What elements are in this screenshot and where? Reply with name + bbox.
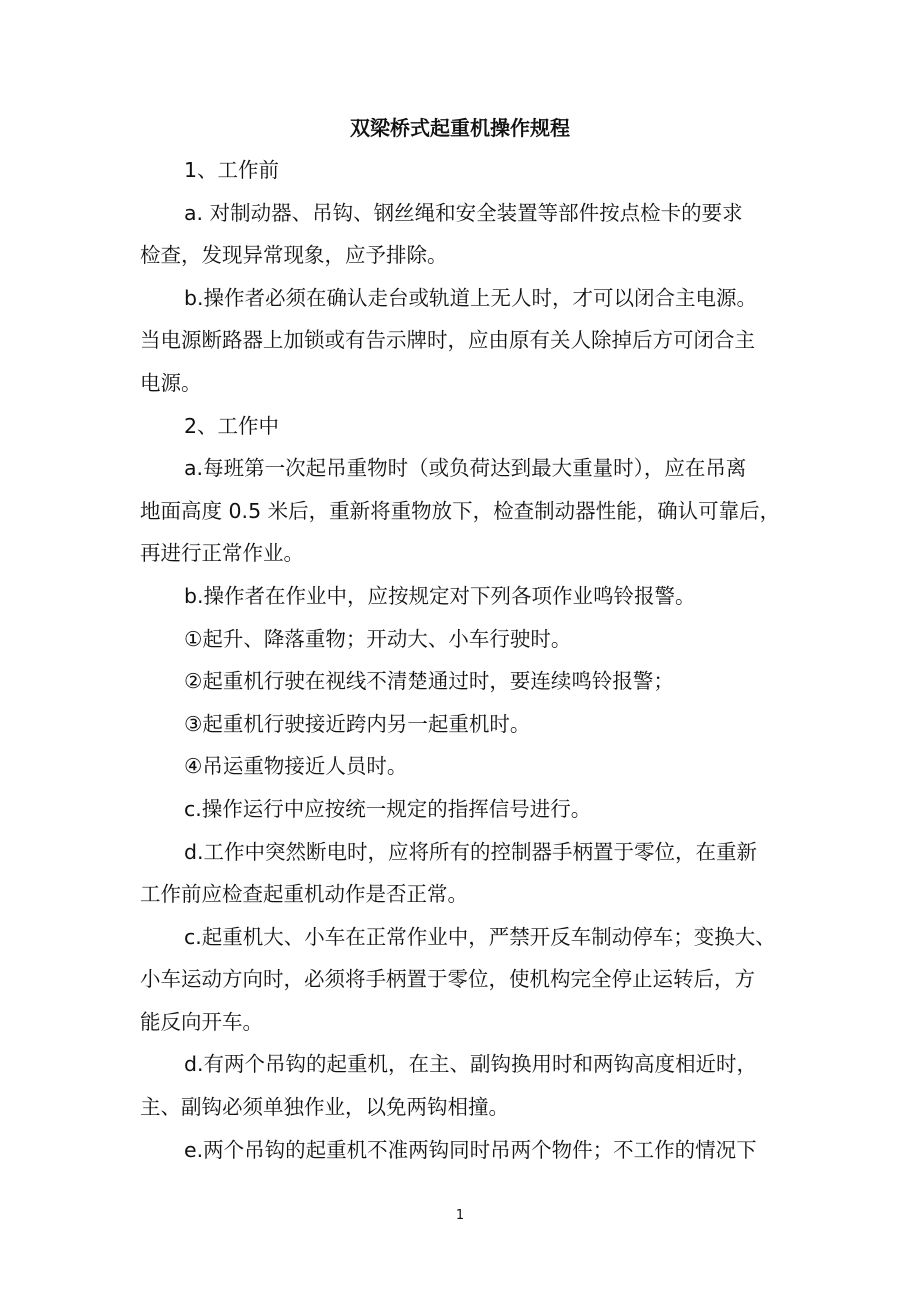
paragraph-line: c.操作运行中应按统一规定的指挥信号进行。 <box>184 796 592 821</box>
paragraph-line: a.每班第一次起吊重物时（或负荷达到最大重量时），应在吊离 <box>184 456 747 481</box>
paragraph-line: e.两个吊钩的起重机不准两钩同时吊两个物件；不工作的情况下 <box>184 1137 757 1162</box>
paragraph-line: ①起升、降落重物；开动大、小车行驶时。 <box>184 626 572 651</box>
paragraph-line: ②起重机行驶在视线不清楚通过时，要连续鸣铃报警； <box>184 669 674 694</box>
paragraph-line: 工作前应检查起重机动作是否正常。 <box>140 882 468 907</box>
document-body <box>140 149 820 1171</box>
paragraph-line: a. 对制动器、吊钩、钢丝绳和安全装置等部件按点检卡的要求 <box>184 200 743 225</box>
paragraph <box>140 831 820 916</box>
paragraph <box>140 703 820 746</box>
paragraph <box>140 916 820 1044</box>
paragraph-line: 能反向开车。 <box>140 1009 263 1034</box>
paragraph <box>140 788 820 831</box>
paragraph <box>140 1043 820 1128</box>
paragraph-line: d.有两个吊钩的起重机，在主、副钩换用时和两钩高度相近时， <box>184 1052 758 1077</box>
paragraph-line: 主、副钩必须单独作业，以免两钩相撞。 <box>140 1095 509 1120</box>
paragraph <box>140 277 820 405</box>
paragraph-line: b.操作者必须在确认走台或轨道上无人时，才可以闭合主电源。 <box>184 285 758 310</box>
paragraph-line: 检查，发现异常现象，应予排除。 <box>140 243 448 268</box>
paragraph-line: 电源。 <box>140 370 202 395</box>
paragraph <box>140 149 820 192</box>
page-number: 1 <box>455 1208 465 1223</box>
paragraph <box>140 618 820 661</box>
paragraph-line: c.起重机大、小车在正常作业中，严禁开反车制动停车；变换大、 <box>184 924 776 949</box>
paragraph-line: d.工作中突然断电时，应将所有的控制器手柄置于零位，在重新 <box>184 839 758 864</box>
paragraph-line: 1、工作前 <box>184 158 280 182</box>
paragraph-line: 再进行正常作业。 <box>140 541 304 566</box>
paragraph <box>140 405 820 448</box>
paragraph-line: 地面高度 0.5 米后，重新将重物放下，检查制动器性能，确认可靠后， <box>140 498 781 523</box>
paragraph-line: 小车运动方向时，必须将手柄置于零位，使机构完全停止运转后，方 <box>140 967 755 992</box>
paragraph <box>140 1129 820 1172</box>
document-title: 双梁桥式起重机操作规程 <box>350 116 570 140</box>
paragraph <box>140 192 820 277</box>
paragraph-line: 2、工作中 <box>184 413 280 438</box>
paragraph <box>140 575 820 618</box>
paragraph <box>140 745 820 788</box>
paragraph-line: ③起重机行驶接近跨内另一起重机时。 <box>184 711 531 736</box>
paragraph <box>140 447 820 575</box>
paragraph-line: 当电源断路器上加锁或有告示牌时，应由原有关人除掉后方可闭合主 <box>140 328 755 353</box>
paragraph-line: ④吊运重物接近人员时。 <box>184 754 408 779</box>
paragraph <box>140 660 820 703</box>
paragraph-line: b.操作者在作业中，应按规定对下列各项作业鸣铃报警。 <box>184 583 696 608</box>
